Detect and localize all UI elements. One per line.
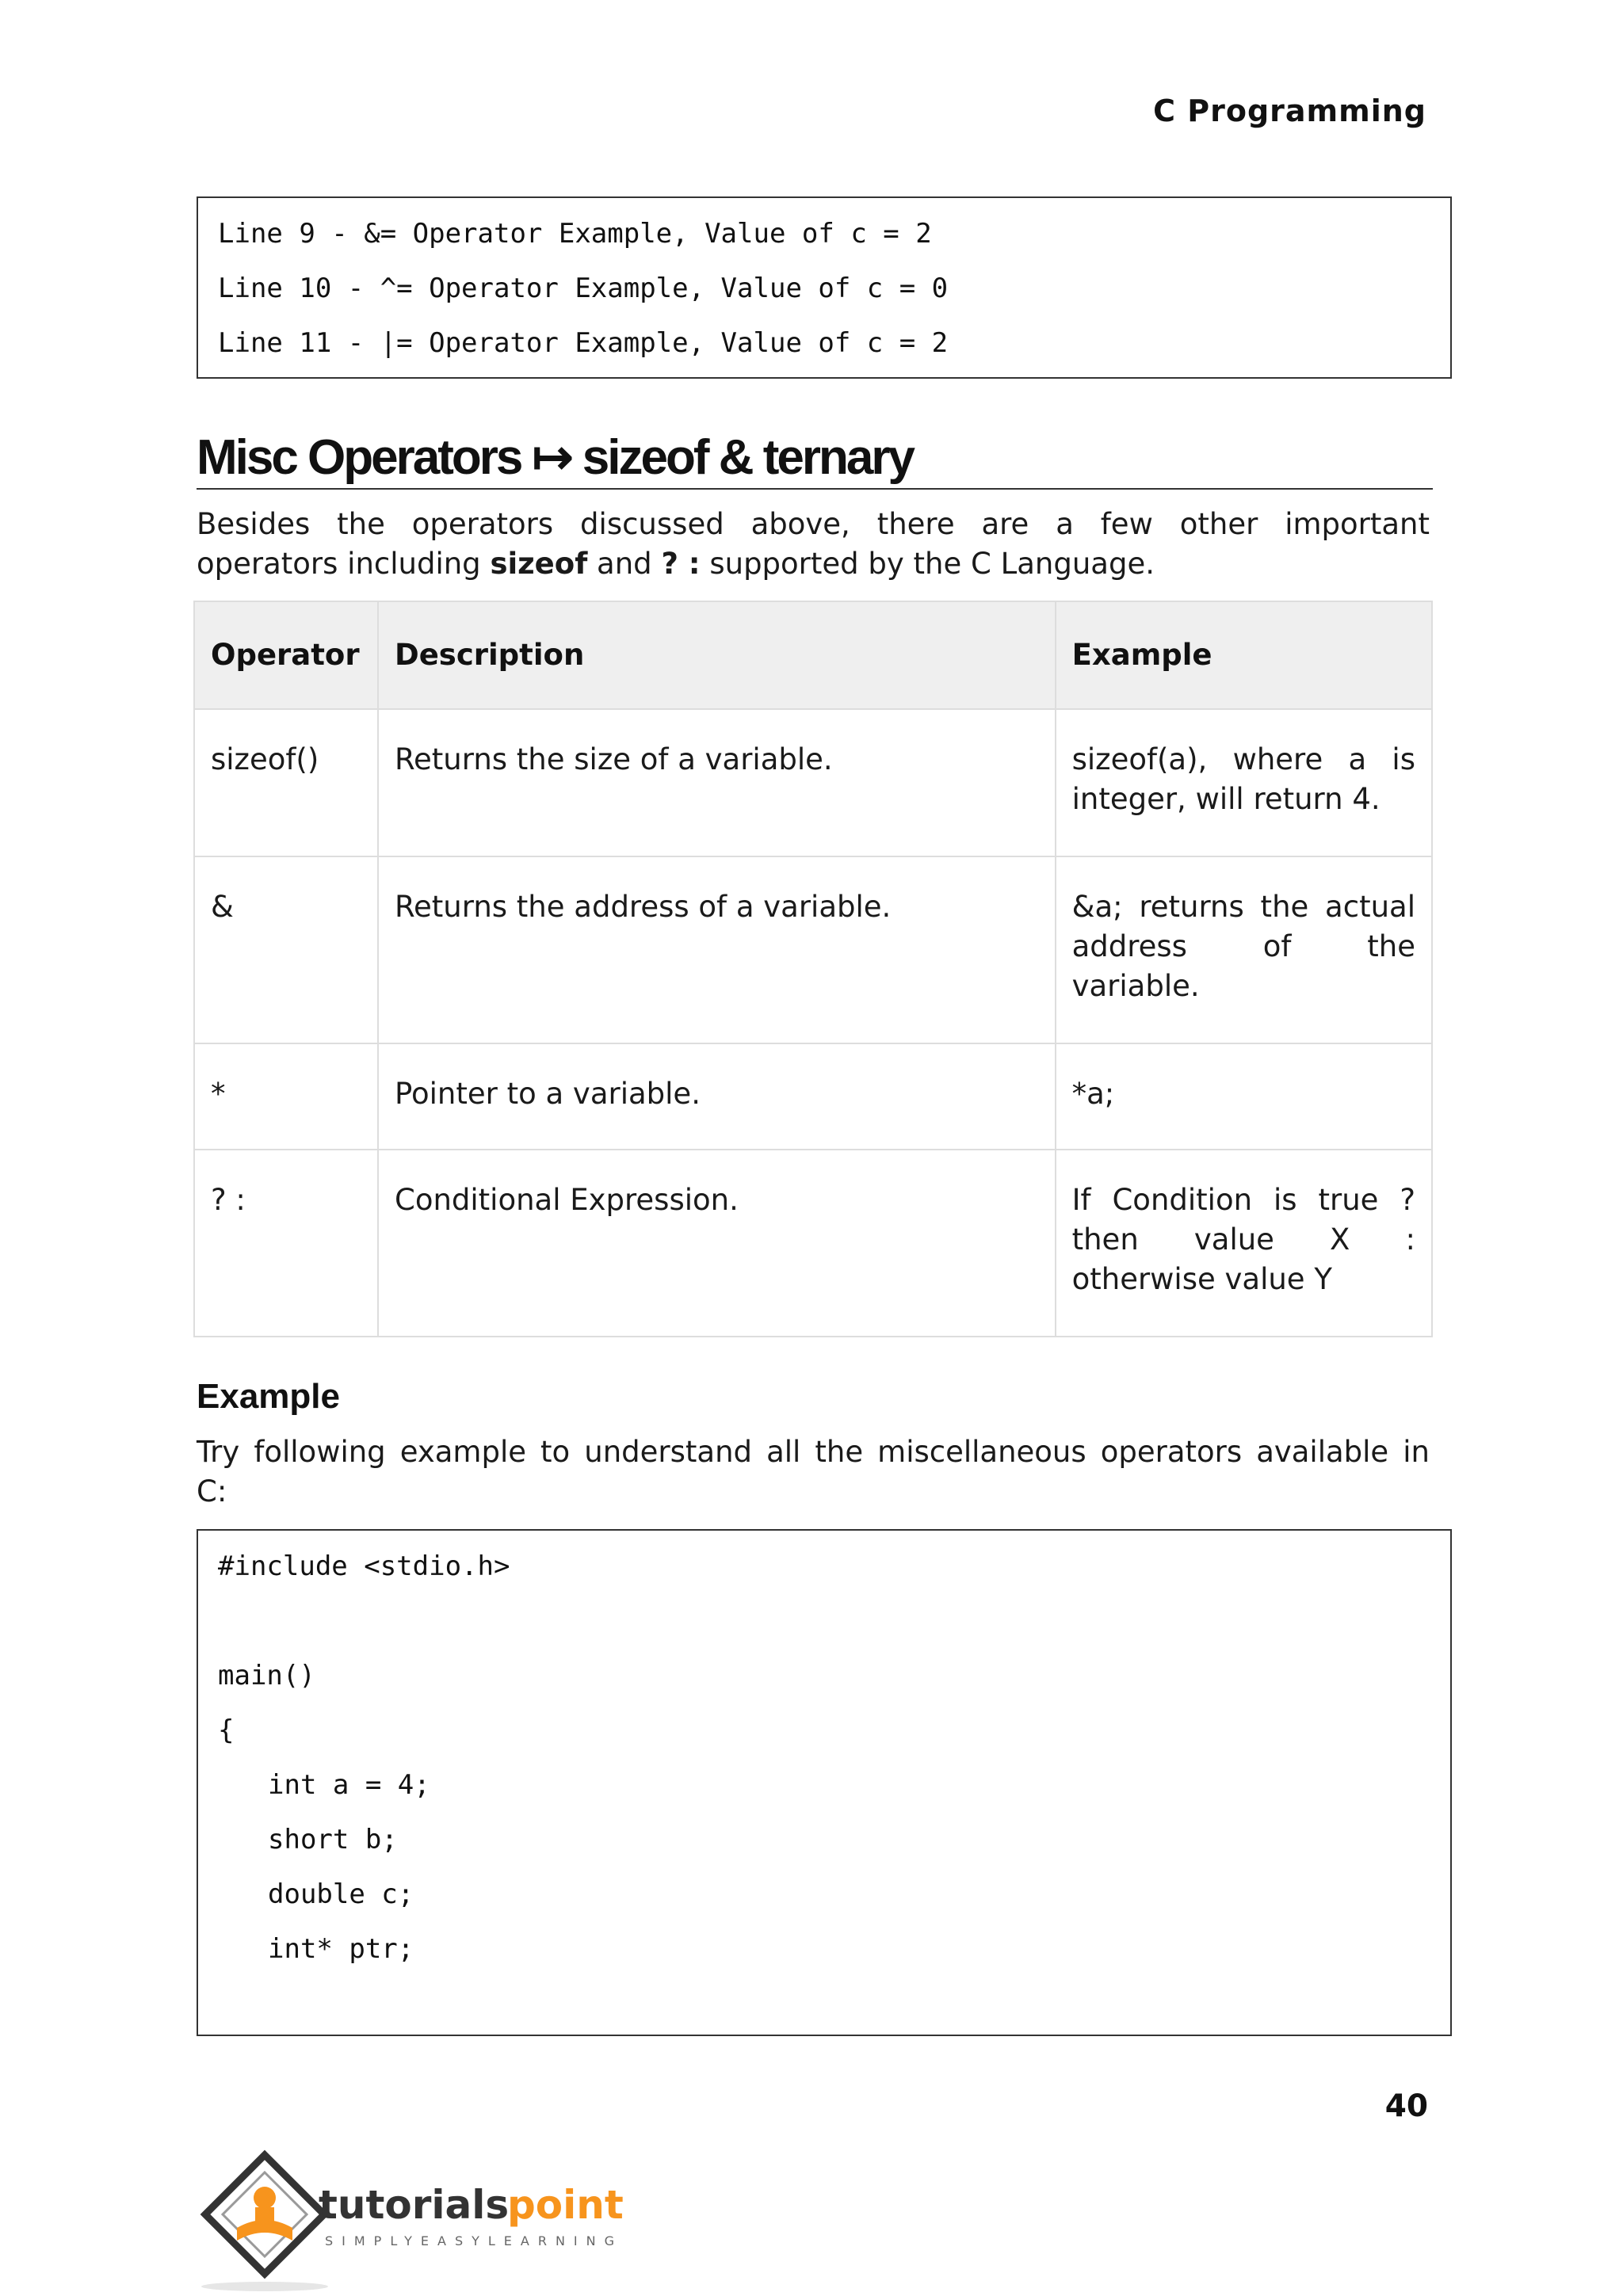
logo-body-icon [255, 2207, 274, 2228]
cell-operator: & [194, 856, 378, 1043]
intro-text: and [587, 547, 662, 581]
header-operator: Operator [194, 601, 378, 709]
example-line-2: C: [197, 1474, 227, 1508]
cell-operator: sizeof() [194, 709, 378, 856]
example-line: otherwise value Y [1071, 1262, 1332, 1296]
output-code-block [197, 196, 1452, 379]
example-line: *a; [1071, 1077, 1115, 1111]
cell-description: Conditional Expression. [378, 1150, 1056, 1337]
logo-tagline: SIMPLYEASYLEARNING [325, 2233, 624, 2248]
example-line: If Condition is true ? [1071, 1183, 1415, 1217]
intro-bold-ternary: ? : [661, 547, 701, 581]
page-number: 40 [1384, 2088, 1428, 2124]
code-line: int* ptr; [268, 1933, 414, 1965]
cell-description: Pointer to a variable. [378, 1043, 1056, 1150]
cell-operator: ? : [194, 1150, 378, 1337]
table-row [194, 1043, 1432, 1150]
cell-description: Returns the size of a variable. [378, 709, 1056, 856]
code-line: Line 10 - ^= Operator Example, Value of c = 0 [218, 273, 949, 304]
intro-text: supported by the C Language. [700, 547, 1155, 581]
example-line: variable. [1071, 969, 1200, 1003]
code-line: short b; [268, 1824, 398, 1855]
example-line-1: Try following example to understand all the miscellaneous operators available in [197, 1435, 1430, 1469]
cell-example [1056, 856, 1432, 1043]
code-line: #include <stdio.h> [218, 1550, 510, 1582]
header-example: Example [1056, 601, 1432, 709]
section-heading: Misc Operators ↦ sizeof & ternary [197, 426, 1433, 490]
code-line: { [218, 1714, 235, 1746]
example-heading: Example [197, 1377, 340, 1416]
code-line: int a = 4; [268, 1769, 430, 1801]
example-line: address of the [1071, 929, 1415, 963]
logo-word-point: point [507, 2182, 624, 2228]
code-line: double c; [268, 1878, 414, 1910]
cell-description: Returns the address of a variable. [378, 856, 1056, 1043]
logo-word-tutorials: tutorials [319, 2182, 510, 2228]
header-description: Description [378, 601, 1056, 709]
code-line: Line 11 - |= Operator Example, Value of c = 2 [218, 327, 949, 359]
intro-text: operators including [197, 547, 491, 581]
code-line: main() [218, 1660, 315, 1691]
example-line: &a; returns the actual [1071, 890, 1415, 924]
source-code-block [197, 1529, 1452, 2036]
operators-table [193, 601, 1433, 1337]
table-row [194, 856, 1432, 1043]
example-line: sizeof(a), where a is [1071, 742, 1415, 776]
code-line: Line 9 - &= Operator Example, Value of c = 2 [218, 218, 932, 250]
logo-head-icon [254, 2187, 276, 2209]
cell-example [1056, 1150, 1432, 1337]
table-header-row [194, 601, 1432, 709]
cell-operator: * [194, 1043, 378, 1150]
logo-shadow-icon [201, 2282, 328, 2291]
code-line-blank [218, 1601, 1450, 1656]
intro-paragraph [197, 505, 1430, 584]
tutorialspoint-logo [193, 2139, 637, 2293]
intro-bold-sizeof: sizeof [490, 547, 588, 581]
cell-example [1056, 709, 1432, 856]
example-paragraph [197, 1432, 1430, 1512]
running-header-title: C Programming [1153, 93, 1426, 128]
intro-line-1: Besides the operators discussed above, there are a few other important [197, 507, 1430, 541]
example-line: then value X : [1071, 1222, 1415, 1257]
example-line: integer, will return 4. [1071, 782, 1381, 816]
intro-line-2 [197, 544, 1430, 584]
table-row [194, 1150, 1432, 1337]
table-row [194, 709, 1432, 856]
cell-example [1056, 1043, 1432, 1150]
tutorialspoint-logo-graphic [193, 2139, 637, 2293]
